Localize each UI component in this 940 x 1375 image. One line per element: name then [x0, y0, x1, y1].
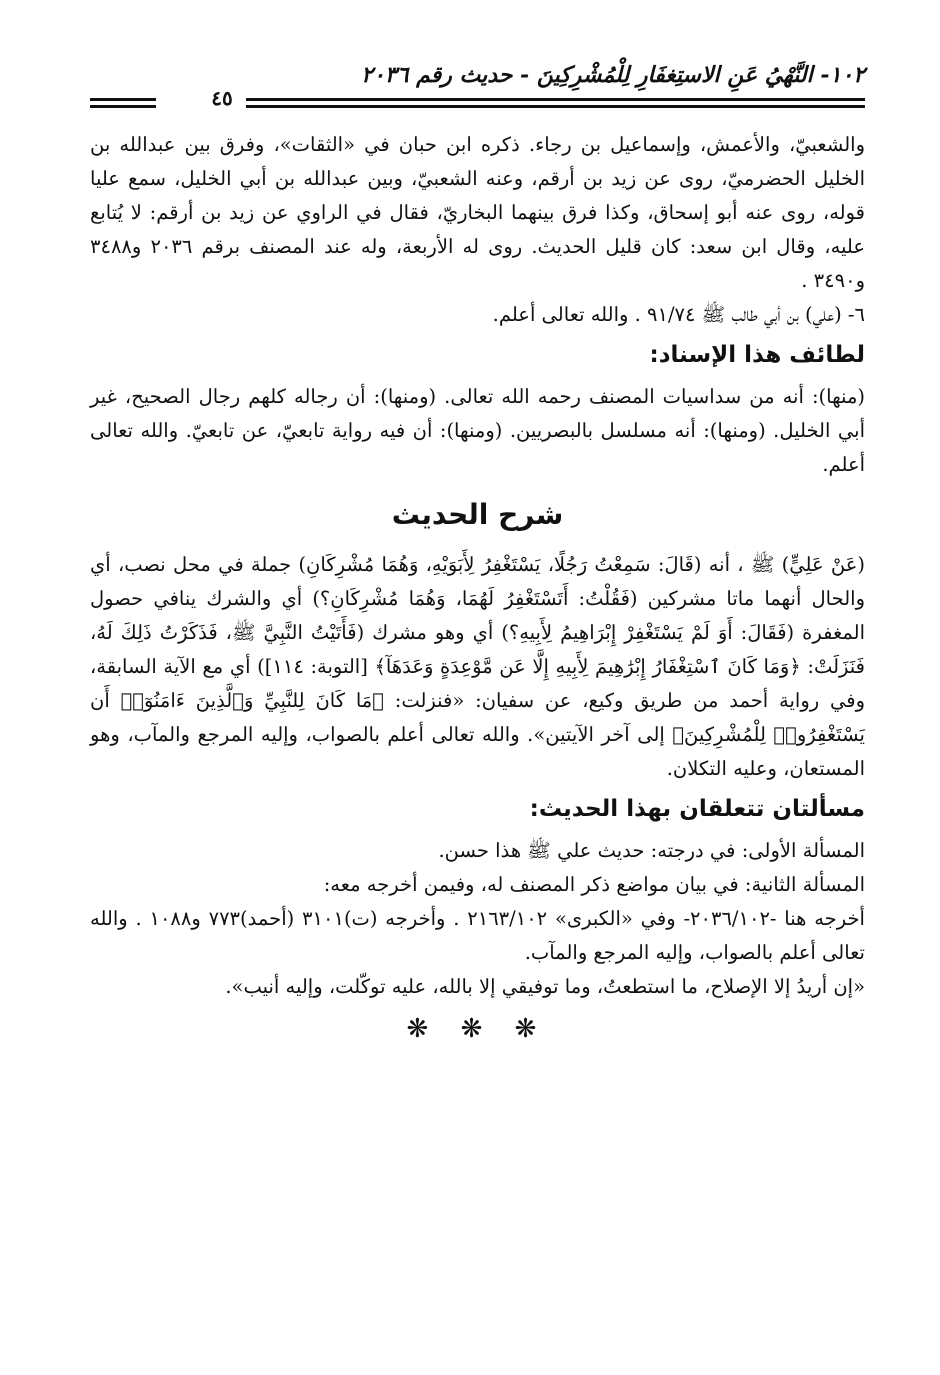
section-end-ornament: ❋ ❋ ❋: [406, 1014, 549, 1044]
section-heading-isnad: لطائف هذا الإسناد:: [649, 342, 865, 368]
running-title: ١٠٢- النَّهْيُ عَنِ الاستِغفَارِ لِلْمُشْرِكِينَ - حديث رقم ٢٠٣٦: [361, 62, 865, 88]
page-body: [90, 128, 865, 1046]
isnad-notes-paragraph: (منها): أنه من سداسيات المصنف رحمه الله تعالى. (ومنها): أن رجاله كلهم رجال الصحيح، غير أبي الخليل. (ومنها): أنه مسلسل بالبصريين. (ومنها): أن فيه رواية تابعيّ، عن تابعيّ. والله تعالى أعلم.: [90, 385, 865, 476]
page-number: ٤٥: [211, 86, 233, 110]
narrator-biography-paragraph: والشعبيّ، والأعمش، وإسماعيل بن رجاء. ذكره ابن حبان في «الثقات»، وفرق بين عبدالله بن الخليل الحضرميّ، روى عن زيد بن أرقم، وعنه الشعبيّ، وبين عبدالله بن أبي الخليل، سمع عليا قوله، روى عنه أبو إسحاق، وكذا فرق بينهما البخاريّ، فقال في الراوي عن زيد بن أرقم: لا يُتابع عليه، وقال ابن سعد: كان قليل الحديث. روى له الأربعة، وله عند المصنف برقم ٢٠٣٦ و٣٤٨٨ و٣٤٩٠ .: [90, 133, 865, 292]
header-rule: [246, 98, 865, 101]
hadith-explanation-paragraph: (عَنْ عَلِيٍّ) ﷺ ، أنه (قَالَ: سَمِعْتُ رَجُلًا، يَسْتَغْفِرُ لِأَبَوَيْهِ، وَهُمَا مُشْرِكَانِ) جملة في محل نصب، أي والحال أنهما ماتا مشركين (فَقُلْتُ: أَتَسْتَغْفِرُ لَهُمَا، وَهُمَا مُشْرِكَانِ؟) أي والشرك ينافي حصول المغفرة (فَقَالَ: أَوَ لَمْ يَسْتَغْفِرْ إِبْرَاهِيمُ لِأَبِيهِ؟) أي وهو مشرك (فَأَتَيْتُ النَّبِيَّ ﷺ، فَذَكَرْتُ ذَلِكَ لَهُ، فَنَزَلَتْ: ﴿وَمَا كَانَ ٱسْتِغْفَارُ إِبْرَٰهِيمَ لِأَبِيهِ إِلَّا عَن مَّوْعِدَةٍ وَعَدَهَآ﴾ [التوبة: ١١٤]) أي مع الآية السابقة، وفي رواية أحمد من طريق وكيع، عن سفيان: «فنزلت: ﴿مَا كَانَ لِلنَّبِيِّ وَٱلَّذِينَ ءَامَنُوٓا۟ أَن يَسْتَغْفِرُوا۟ لِلْمُشْرِكِينَ﴾ إلى آخر الآيتين». والله تعالى أعلم بالصواب، وإليه المرجع والمآب، وهو المستعان، وعليه التكلان.: [90, 553, 866, 780]
header-rule: [246, 105, 865, 108]
section-heading-issues: مسألتان تتعلقان بهذا الحديث:: [529, 796, 865, 822]
section-heading-explanation: شرح الحديث: [391, 498, 564, 531]
takhrij-paragraph: أخرجه هنا -٢٠٣٦/١٠٢- وفي «الكبرى» ٢١٦٣/١٠٢ . وأخرجه (ت)٣١٠١ (أحمد)٧٧٣ و١٠٨٨ . والله تعالى أعلم بالصواب، وإليه المرجع والمآب.: [90, 907, 865, 964]
narrator-ali-paragraph: ٦- (علي) بن أبي طالب ﷺ ٩١/٧٤ . والله تعالى أعلم.: [492, 303, 865, 326]
header-rule: [90, 98, 156, 101]
header-rule: [90, 105, 156, 108]
issue-two-paragraph: المسألة الثانية: في بيان مواضع ذكر المصنف له، وفيمن أخرجه معه:: [323, 873, 865, 896]
page-header: [90, 60, 865, 116]
closing-quote-paragraph: «إن أريدُ إلا الإصلاح، ما استطعتُ، وما توفيقي إلا بالله، عليه توكّلت، وإليه أنيب».: [225, 975, 865, 998]
issue-one-paragraph: المسألة الأولى: في درجته: حديث علي ﷺ هذا حسن.: [438, 839, 865, 862]
